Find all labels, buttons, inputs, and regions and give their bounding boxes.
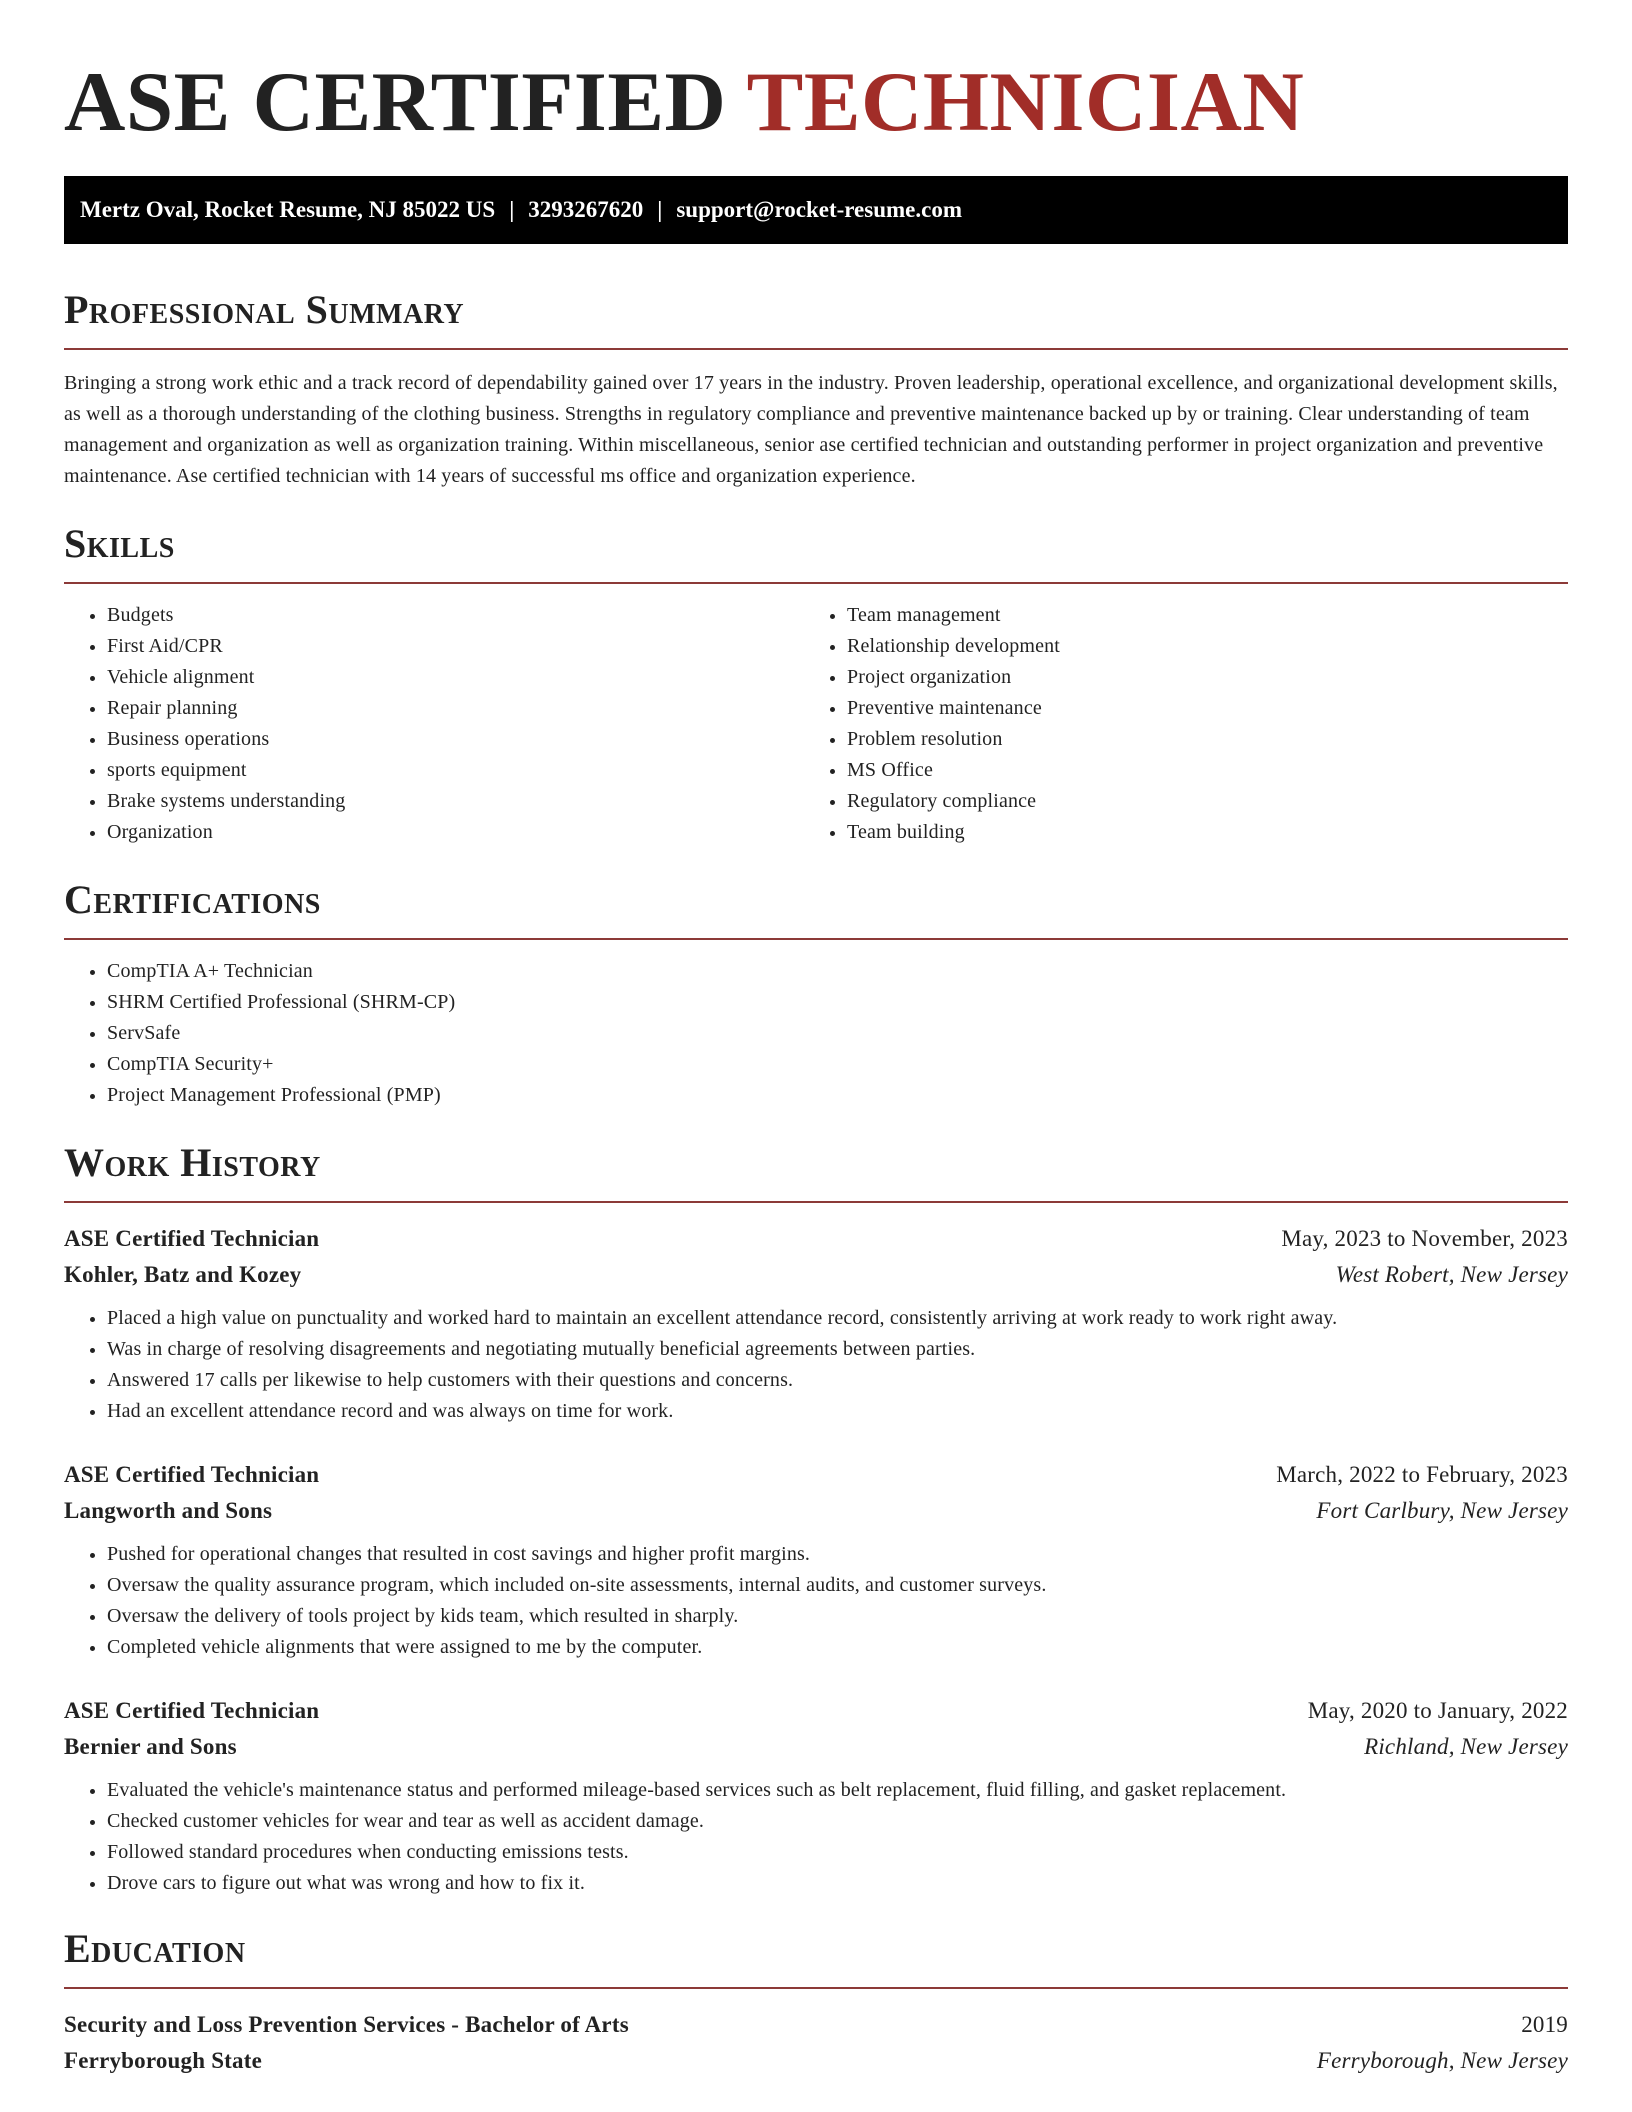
job-bullets [64, 1539, 1568, 1663]
job-company-row [64, 1257, 1568, 1293]
skill-item: • Business operations [107, 724, 804, 755]
skills-section [64, 520, 1568, 848]
certification-item: • SHRM Certified Professional (SHRM-CP) [107, 987, 1568, 1018]
job-bullet: • Was in charge of resolving disagreements and negotiating mutually beneficial agreements between parties. [107, 1334, 1568, 1365]
certification-item: • Project Management Professional (PMP) [107, 1080, 1568, 1111]
skills-column-right [804, 600, 1544, 848]
job-header-row [64, 1693, 1568, 1729]
section-divider [64, 1201, 1568, 1203]
name-primary: ASE CERTIFIED [64, 55, 727, 149]
job-company-row [64, 1729, 1568, 1765]
job-title: ASE Certified Technician [64, 1462, 320, 1487]
skill-item: • Vehicle alignment [107, 662, 804, 693]
contact-bar [64, 176, 1568, 244]
skill-item: • Regulatory compliance [847, 786, 1544, 817]
skills-heading: Skills [64, 521, 175, 566]
name-accent: TECHNICIAN [746, 55, 1305, 149]
contact-address: Mertz Oval, Rocket Resume, NJ 85022 US [80, 197, 496, 222]
skill-item: • Organization [107, 817, 804, 848]
education-degree: Security and Loss Prevention Services - Bachelor of Arts [64, 2012, 629, 2037]
summary-text: Bringing a strong work ethic and a track record of dependability gained over 17 years in the industry. Proven leadership, operational excellence, and organizational development skills, as well as a thorough understanding of the clothing business. Strengths in regulatory compliance and preventive maintenance backed up by or training. Clear understanding of team management and organization as well as organization training. Within miscellaneous, senior ase certified technician and outstanding performer in project organization and preventive maintenance. Ase certified technician with 14 years of successful ms office and organization experience. [64, 372, 1558, 487]
job-dates: May, 2020 to January, 2022 [1307, 1698, 1568, 1723]
job-bullets [64, 1303, 1568, 1427]
job-entry [64, 1457, 1568, 1663]
resume-content [64, 52, 1568, 2079]
candidate-name [64, 52, 1568, 152]
job-bullet: • Oversaw the quality assurance program, which included on-site assessments, internal audits, and customer surveys. [107, 1570, 1568, 1601]
skill-item: • Budgets [107, 600, 804, 631]
job-bullet: • Answered 17 calls per likewise to help customers with their questions and concerns. [107, 1365, 1568, 1396]
job-bullet: • Oversaw the delivery of tools project by kids team, which resulted in sharply. [107, 1601, 1568, 1632]
job-location: Richland, New Jersey [1364, 1734, 1568, 1759]
certifications-section [64, 876, 1568, 1111]
job-bullet: • Completed vehicle alignments that were assigned to me by the computer. [107, 1632, 1568, 1663]
job-bullet: • Had an excellent attendance record and was always on time for work. [107, 1396, 1568, 1427]
job-company: Bernier and Sons [64, 1734, 237, 1759]
education-entry [64, 2007, 1568, 2079]
skill-item: • Project organization [847, 662, 1544, 693]
job-header-row [64, 1221, 1568, 1257]
skill-item: • MS Office [847, 755, 1544, 786]
skills-column-left [64, 600, 804, 848]
summary-section [64, 286, 1568, 492]
job-bullet: • Drove cars to figure out what was wrong and how to fix it. [107, 1868, 1568, 1899]
skill-item: • Repair planning [107, 693, 804, 724]
job-company: Kohler, Batz and Kozey [64, 1262, 302, 1287]
section-divider [64, 348, 1568, 350]
skill-item: • Brake systems understanding [107, 786, 804, 817]
job-dates: March, 2022 to February, 2023 [1276, 1462, 1568, 1487]
contact-separator: | [657, 197, 663, 222]
work-history-heading: Work History [64, 1140, 321, 1185]
section-divider [64, 1987, 1568, 1989]
education-location: Ferryborough, New Jersey [1316, 2048, 1568, 2073]
skill-item: • Relationship development [847, 631, 1544, 662]
skills-list-right [804, 600, 1544, 848]
skills-grid [64, 600, 1568, 848]
job-bullet: • Pushed for operational changes that resulted in cost savings and higher profit margins. [107, 1539, 1568, 1570]
job-location: West Robert, New Jersey [1335, 1262, 1568, 1287]
job-bullets [64, 1775, 1568, 1899]
job-bullet: • Checked customer vehicles for wear and tear as well as accident damage. [107, 1806, 1568, 1837]
skill-item: • sports equipment [107, 755, 804, 786]
education-header-row [64, 2007, 1568, 2043]
job-company-row [64, 1493, 1568, 1529]
skill-item: • Team management [847, 600, 1544, 631]
job-bullet: • Followed standard procedures when conducting emissions tests. [107, 1837, 1568, 1868]
job-title: ASE Certified Technician [64, 1698, 320, 1723]
work-history-section [64, 1139, 1568, 1899]
education-section [64, 1925, 1568, 2079]
skill-item: • Problem resolution [847, 724, 1544, 755]
certifications-list [64, 956, 1568, 1111]
job-entry [64, 1693, 1568, 1899]
job-bullet: • Placed a high value on punctuality and worked hard to maintain an excellent attendance record, consistently arriving at work ready to work right away. [107, 1303, 1568, 1334]
certification-item: • CompTIA A+ Technician [107, 956, 1568, 987]
certification-item: • ServSafe [107, 1018, 1568, 1049]
job-dates: May, 2023 to November, 2023 [1281, 1226, 1568, 1251]
job-entry [64, 1221, 1568, 1427]
job-company: Langworth and Sons [64, 1498, 273, 1523]
skill-item: • Team building [847, 817, 1544, 848]
education-school: Ferryborough State [64, 2048, 263, 2073]
summary-heading: Professional Summary [64, 287, 465, 332]
certifications-heading: Certifications [64, 877, 321, 922]
job-title: ASE Certified Technician [64, 1226, 320, 1251]
skills-list-left [64, 600, 804, 848]
skill-item: • Preventive maintenance [847, 693, 1544, 724]
job-location: Fort Carlbury, New Jersey [1316, 1498, 1568, 1523]
education-year: 2019 [1521, 2012, 1568, 2037]
certification-item: • CompTIA Security+ [107, 1049, 1568, 1080]
skill-item: • First Aid/CPR [107, 631, 804, 662]
job-header-row [64, 1457, 1568, 1493]
education-school-row [64, 2043, 1568, 2079]
contact-separator: | [509, 197, 515, 222]
section-divider [64, 582, 1568, 584]
job-bullet: • Evaluated the vehicle's maintenance status and performed mileage-based services such as belt replacement, fluid filling, and gasket replacement. [107, 1775, 1568, 1806]
education-heading: Education [64, 1926, 246, 1971]
section-divider [64, 938, 1568, 940]
contact-phone[interactable]: 3293267620 [528, 197, 644, 222]
contact-email[interactable]: support@rocket-resume.com [676, 197, 962, 222]
